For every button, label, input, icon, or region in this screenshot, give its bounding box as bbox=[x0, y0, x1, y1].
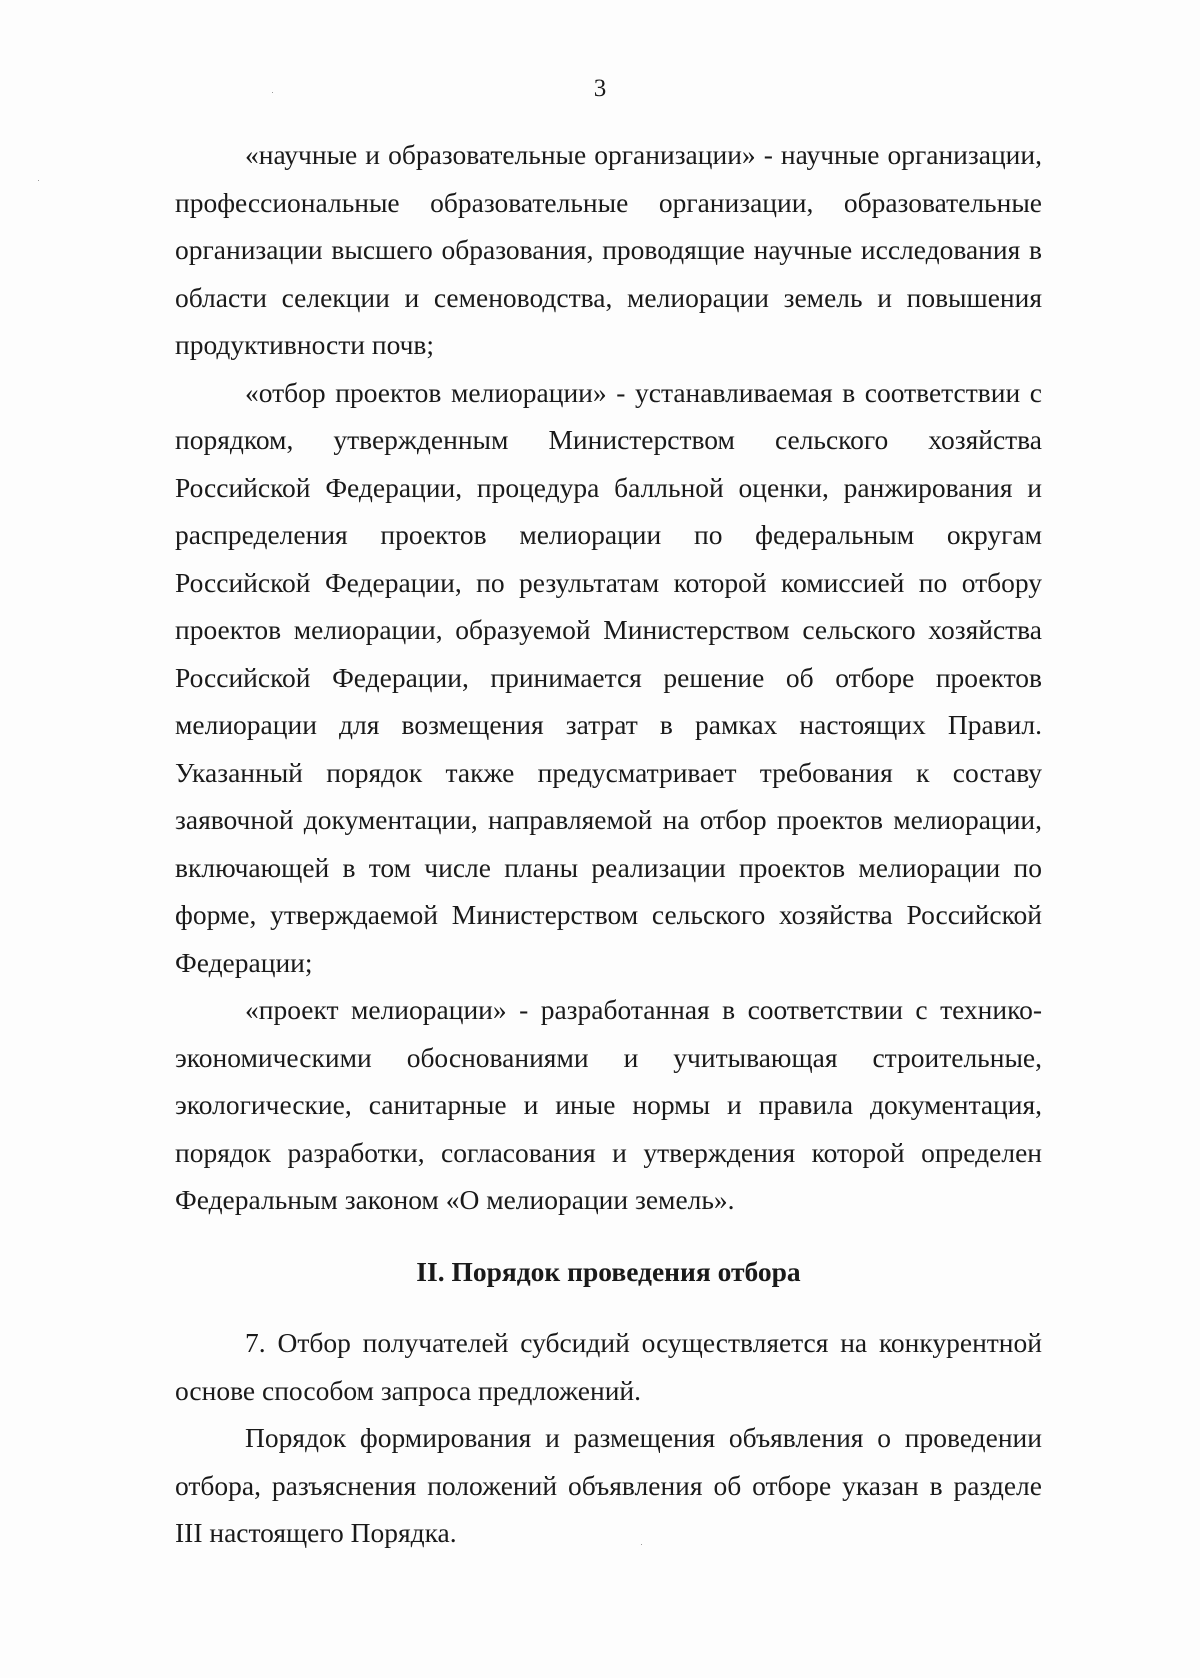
scan-speck bbox=[38, 180, 39, 181]
announcement-procedure-paragraph: Порядок формирования и размещения объявления о проведении отбора, разъяснения положений объявления об отборе указан в разделе III настоящего Порядка. bbox=[175, 1422, 1042, 1548]
definition-research-organizations: «научные и образовательные организации» - научные организации, профессиональные образовательные организации, образовательные организации высшего образования, проводящие научные исследования в области селекции и семеноводства, мелиорации земель и повышения продуктивности почв; bbox=[175, 139, 1042, 360]
clause-7: 7. Отбор получателей субсидий осуществляется на конкурентной основе способом запроса предложений. bbox=[175, 1327, 1042, 1406]
definition-project-selection: «отбор проектов мелиорации» - устанавливаемая в соответствии с порядком, утвержденным Министерством сельского хозяйства Российской Федерации, процедура балльной оценки, ранжирования и распределения проектов мелиорации по федеральным округам Российской Федерации, по результатам которой комиссией по отбору проектов мелиорации, образуемой Министерством сельского хозяйства Российской Федерации, принимается решение об отборе проектов мелиорации для возмещения затрат в рамках настоящих Правил. Указанный порядок также предусматривает требования к составу заявочной документации, направляемой на отбор проектов мелиорации, включающей в том числе планы реализации проектов мелиорации по форме, утверждаемой Министерством сельского хозяйства Российской Федерации; bbox=[175, 376, 1042, 978]
section-heading: II. Порядок проведения отбора bbox=[416, 1255, 801, 1287]
document-body bbox=[175, 131, 1042, 1557]
scan-speck bbox=[272, 92, 273, 93]
page-number: 3 bbox=[593, 75, 607, 102]
definition-melioration-project: «проект мелиорации» - разработанная в соответствии с технико-экономическими обоснованиями и учитывающая строительные, экологические, санитарные и иные нормы и правила документация, порядок разработки, согласования и утверждения которой определен Федеральным законом «О мелиорации земель». bbox=[175, 994, 1042, 1215]
